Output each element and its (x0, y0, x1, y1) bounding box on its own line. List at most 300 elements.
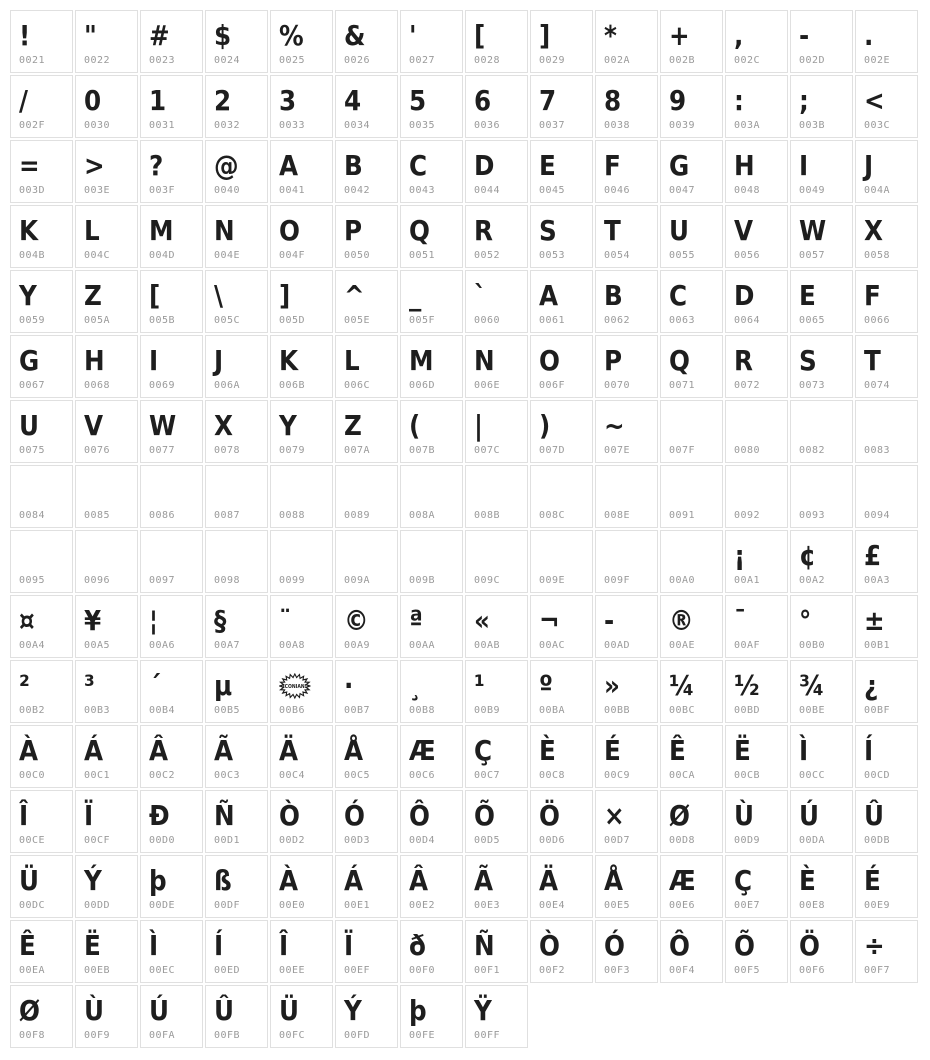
code-label: 00D0 (149, 835, 176, 846)
code-label: 00C7 (474, 770, 501, 781)
code-label: 007B (409, 445, 436, 456)
code-label: 004C (84, 250, 111, 261)
code-label: 0091 (669, 510, 696, 521)
glyph: O (539, 344, 560, 377)
glyph-cell (335, 790, 398, 853)
code-label: 00F6 (799, 965, 826, 976)
glyph-cell (205, 205, 268, 268)
glyph: C (669, 279, 688, 312)
glyph-cell (465, 725, 528, 788)
glyph: , (734, 19, 744, 52)
code-label: 0034 (344, 120, 371, 131)
glyph-cell (465, 660, 528, 723)
glyph-cell (140, 530, 203, 593)
code-label: 00E4 (539, 900, 566, 911)
glyph: H (734, 149, 755, 182)
code-label: 009A (344, 575, 371, 586)
glyph-cell (75, 75, 138, 138)
glyph: W (149, 409, 177, 442)
glyph-cell (75, 10, 138, 73)
glyph-cell (855, 270, 918, 333)
glyph-cell (205, 595, 268, 658)
code-label: 0028 (474, 55, 501, 66)
code-label: 00D8 (669, 835, 696, 846)
code-label: 00EB (84, 965, 111, 976)
glyph: Z (84, 279, 102, 312)
code-label: 005E (344, 315, 371, 326)
glyph-cell (530, 205, 593, 268)
code-label: 0053 (539, 250, 566, 261)
code-label: 00FA (149, 1030, 176, 1041)
glyph-cell (270, 920, 333, 983)
glyph (669, 408, 713, 444)
glyph-cell (465, 790, 528, 853)
glyph: K (19, 214, 39, 247)
code-label: 0052 (474, 250, 501, 261)
code-label: 006C (344, 380, 371, 391)
code-label: 0057 (799, 250, 826, 261)
glyph-cell (140, 660, 203, 723)
code-label: 00B9 (474, 705, 501, 716)
code-label: 00B1 (864, 640, 891, 651)
glyph-cell (530, 465, 593, 528)
glyph: Ñ (474, 929, 495, 962)
glyph: Û (864, 799, 885, 832)
glyph: Ñ (214, 799, 235, 832)
code-label: 0073 (799, 380, 826, 391)
glyph-cell (10, 725, 73, 788)
glyph: E (539, 149, 556, 182)
glyph-cell (335, 920, 398, 983)
code-label: 00F0 (409, 965, 436, 976)
glyph: X (214, 409, 234, 442)
code-label: 00B3 (84, 705, 111, 716)
glyph-cell (855, 10, 918, 73)
glyph-cell (660, 140, 723, 203)
glyph-cell (790, 400, 853, 463)
code-label: 00AE (669, 640, 696, 651)
glyph: - (799, 19, 810, 52)
glyph: Ù (84, 994, 105, 1027)
glyph: G (19, 344, 40, 377)
glyph-cell (400, 595, 463, 658)
glyph: ¬ (539, 604, 560, 637)
code-label: 00C4 (279, 770, 306, 781)
code-label: 009B (409, 575, 436, 586)
glyph: = (19, 149, 40, 182)
glyph (604, 473, 648, 509)
code-label: 00D6 (539, 835, 566, 846)
glyph-cell (790, 595, 853, 658)
glyph (149, 538, 193, 574)
code-label: 0056 (734, 250, 761, 261)
glyph-cell (660, 855, 723, 918)
code-label: 00F7 (864, 965, 891, 976)
code-label: 00CE (19, 835, 46, 846)
code-label: 00B8 (409, 705, 436, 716)
glyph-cell (595, 140, 658, 203)
glyph: Ô (669, 929, 690, 962)
glyph: Í (214, 929, 224, 962)
glyph-cell (335, 660, 398, 723)
code-label: 003C (864, 120, 891, 131)
glyph-cell (270, 855, 333, 918)
glyph-cell (790, 920, 853, 983)
glyph-cell (725, 205, 788, 268)
glyph: Ë (734, 734, 751, 767)
code-label: 00FB (214, 1030, 241, 1041)
glyph (214, 473, 258, 509)
code-label: 005A (84, 315, 111, 326)
code-label: 00CC (799, 770, 826, 781)
code-label: 007D (539, 445, 566, 456)
glyph-cell (10, 790, 73, 853)
glyph: Ã (214, 734, 234, 767)
glyph: 6 (474, 84, 492, 117)
glyph-cell (335, 205, 398, 268)
glyph (669, 473, 713, 509)
code-label: 00B6 (279, 705, 306, 716)
glyph-cell (270, 75, 333, 138)
glyph-cell (725, 595, 788, 658)
code-label: 00AA (409, 640, 436, 651)
glyph-cell (270, 140, 333, 203)
glyph-cell (725, 660, 788, 723)
code-label: 0064 (734, 315, 761, 326)
glyph-cell (400, 335, 463, 398)
glyph-cell (530, 335, 593, 398)
glyph: F (604, 149, 621, 182)
code-label: 00F4 (669, 965, 696, 976)
glyph (539, 538, 583, 574)
glyph: Å (604, 864, 624, 897)
glyph (344, 538, 388, 574)
code-label: 00A3 (864, 575, 891, 586)
glyph: Q (409, 214, 430, 247)
code-label: 0068 (84, 380, 111, 391)
glyph-cell (530, 855, 593, 918)
glyph-cell (270, 725, 333, 788)
glyph (734, 473, 778, 509)
glyph: < (864, 84, 885, 117)
glyph-cell (140, 465, 203, 528)
code-label: 00DD (84, 900, 111, 911)
code-label: 0033 (279, 120, 306, 131)
code-label: 004B (19, 250, 46, 261)
glyph-cell (140, 725, 203, 788)
glyph: Ç (734, 864, 753, 897)
glyph-cell (75, 270, 138, 333)
code-label: 00A6 (149, 640, 176, 651)
glyph: ] (279, 279, 291, 312)
glyph: Î (19, 799, 29, 832)
code-label: 003B (799, 120, 826, 131)
glyph-cell (400, 985, 463, 1048)
glyph: [ (474, 19, 486, 52)
glyph: Q (669, 344, 690, 377)
glyph-cell (140, 790, 203, 853)
code-label: 0099 (279, 575, 306, 586)
code-label: 00D5 (474, 835, 501, 846)
code-label: 0044 (474, 185, 501, 196)
glyph-cell (10, 465, 73, 528)
code-label: 00BE (799, 705, 826, 716)
glyph: C (409, 149, 428, 182)
code-label: 0029 (539, 55, 566, 66)
glyph: ´ (149, 669, 162, 702)
glyph: I (799, 149, 809, 182)
code-label: 0050 (344, 250, 371, 261)
glyph-cell (660, 270, 723, 333)
code-label: 004A (864, 185, 891, 196)
code-label: 00E5 (604, 900, 631, 911)
glyph-cell (75, 335, 138, 398)
glyph-cell (790, 140, 853, 203)
glyph-cell (790, 205, 853, 268)
glyph-cell (660, 920, 723, 983)
code-label: 00BC (669, 705, 696, 716)
code-label: 004D (149, 250, 176, 261)
glyph-cell (660, 335, 723, 398)
glyph-cell (400, 530, 463, 593)
glyph: Ý (84, 864, 102, 897)
code-label: 0077 (149, 445, 176, 456)
glyph: ( (409, 409, 421, 442)
code-label: 008C (539, 510, 566, 521)
glyph-cell (75, 855, 138, 918)
glyph-cell (530, 660, 593, 723)
glyph-cell (530, 920, 593, 983)
glyph: Ø (669, 799, 690, 832)
code-label: 0062 (604, 315, 631, 326)
glyph: > (84, 149, 105, 182)
glyph: I (149, 344, 159, 377)
code-label: 00CF (84, 835, 111, 846)
glyph-cell (140, 140, 203, 203)
glyph (799, 473, 843, 509)
glyph: H (84, 344, 105, 377)
glyph-cell (660, 75, 723, 138)
glyph: | (474, 409, 484, 442)
glyph-cell (335, 725, 398, 788)
glyph-cell (660, 205, 723, 268)
code-label: 0042 (344, 185, 371, 196)
glyph (84, 538, 128, 574)
code-label: 00E1 (344, 900, 371, 911)
glyph: È (539, 734, 556, 767)
glyph-cell (530, 790, 593, 853)
glyph-cell (530, 10, 593, 73)
glyph: # (149, 19, 170, 52)
code-label: 0097 (149, 575, 176, 586)
code-label: 0079 (279, 445, 306, 456)
glyph: A (279, 149, 299, 182)
code-label: 00C2 (149, 770, 176, 781)
code-label: 00E2 (409, 900, 436, 911)
glyph-cell (335, 465, 398, 528)
code-label: 006E (474, 380, 501, 391)
code-label: 0048 (734, 185, 761, 196)
glyph: V (734, 214, 754, 247)
glyph: ¿ (864, 669, 879, 702)
glyph: É (864, 864, 881, 897)
glyph: Ú (149, 994, 170, 1027)
code-label: 008A (409, 510, 436, 521)
code-label: 00DC (19, 900, 46, 911)
glyph: Ò (279, 799, 300, 832)
code-label: 0063 (669, 315, 696, 326)
code-label: 00CA (669, 770, 696, 781)
glyph-cell (335, 270, 398, 333)
code-label: 0021 (19, 55, 46, 66)
code-label: 0049 (799, 185, 826, 196)
glyph-cell (10, 985, 73, 1048)
glyph: Ã (474, 864, 494, 897)
glyph: £ (864, 539, 882, 572)
code-label: 00EA (19, 965, 46, 976)
glyph: ¹ (474, 669, 485, 702)
code-label: 00E9 (864, 900, 891, 911)
code-label: 0074 (864, 380, 891, 391)
code-label: 00A0 (669, 575, 696, 586)
code-label: 00BD (734, 705, 761, 716)
code-label: 0071 (669, 380, 696, 391)
code-label: 00EE (279, 965, 306, 976)
glyph: Ì (799, 734, 809, 767)
code-label: 007C (474, 445, 501, 456)
glyph-cell (595, 530, 658, 593)
glyph: Ó (604, 929, 625, 962)
glyph-cell (725, 10, 788, 73)
glyph (864, 473, 908, 509)
glyph-cell (790, 75, 853, 138)
glyph: Ä (279, 734, 299, 767)
glyph-cell (465, 10, 528, 73)
glyph: þ (149, 864, 167, 897)
glyph-cell (400, 790, 463, 853)
glyph-cell (75, 140, 138, 203)
glyph: B (344, 149, 363, 182)
glyph-cell (465, 205, 528, 268)
code-label: 0087 (214, 510, 241, 521)
code-label: 00BF (864, 705, 891, 716)
code-label: 0043 (409, 185, 436, 196)
glyph-cell (790, 270, 853, 333)
glyph: _ (409, 279, 422, 312)
code-label: 004F (279, 250, 306, 261)
code-label: 00A9 (344, 640, 371, 651)
code-label: 0024 (214, 55, 241, 66)
glyph: L (84, 214, 100, 247)
code-label: 0067 (19, 380, 46, 391)
code-label: 00AF (734, 640, 761, 651)
glyph: 2 (214, 84, 232, 117)
glyph: Ü (19, 864, 40, 897)
code-label: 006F (539, 380, 566, 391)
code-label: 0036 (474, 120, 501, 131)
code-label: 002B (669, 55, 696, 66)
code-label: 00D7 (604, 835, 631, 846)
glyph: P (344, 214, 363, 247)
code-label: 00C9 (604, 770, 631, 781)
code-label: 002A (604, 55, 631, 66)
glyph-cell (205, 920, 268, 983)
code-label: 0022 (84, 55, 111, 66)
glyph-cell (400, 920, 463, 983)
glyph-cell (400, 270, 463, 333)
code-label: 0059 (19, 315, 46, 326)
glyph: Å (344, 734, 364, 767)
code-label: 0041 (279, 185, 306, 196)
glyph-cell (75, 595, 138, 658)
code-label: 0066 (864, 315, 891, 326)
code-label: 0054 (604, 250, 631, 261)
code-label: 007E (604, 445, 631, 456)
code-label: 0084 (19, 510, 46, 521)
glyph-cell (10, 75, 73, 138)
code-label: 0082 (799, 445, 826, 456)
code-label: 0031 (149, 120, 176, 131)
code-label: 00DF (214, 900, 241, 911)
code-label: 00D3 (344, 835, 371, 846)
glyph-cell (855, 335, 918, 398)
glyph: µ (214, 669, 233, 702)
glyph-cell (335, 75, 398, 138)
glyph: Ä (539, 864, 559, 897)
glyph-cell (790, 725, 853, 788)
glyph: 7 (539, 84, 557, 117)
code-label: 003A (734, 120, 761, 131)
glyph-cell (10, 270, 73, 333)
code-label: 007A (344, 445, 371, 456)
glyph-cell (205, 985, 268, 1048)
glyph: Û (214, 994, 235, 1027)
glyph: $ (214, 19, 232, 52)
code-label: 002F (19, 120, 46, 131)
glyph-cell (400, 725, 463, 788)
code-label: 00A1 (734, 575, 761, 586)
glyph: W (799, 214, 827, 247)
glyph: ² (19, 669, 30, 702)
code-label: 00FF (474, 1030, 501, 1041)
glyph-cell (140, 205, 203, 268)
glyph-cell (140, 920, 203, 983)
glyph-cell (725, 335, 788, 398)
glyph: þ (409, 994, 427, 1027)
glyph-cell (140, 400, 203, 463)
code-label: 00F1 (474, 965, 501, 976)
glyph (84, 473, 128, 509)
code-label: 00A2 (799, 575, 826, 586)
code-label: 009E (539, 575, 566, 586)
glyph: Ù (734, 799, 755, 832)
glyph: J (214, 344, 224, 377)
glyph-cell (660, 400, 723, 463)
glyph: T (604, 214, 621, 247)
glyph (214, 538, 258, 574)
glyph: ÷ (864, 929, 885, 962)
code-label: 00B5 (214, 705, 241, 716)
code-label: 00ED (214, 965, 241, 976)
glyph-cell (335, 985, 398, 1048)
glyph: T (864, 344, 881, 377)
glyph: \ (214, 279, 224, 312)
code-label: 006A (214, 380, 241, 391)
code-label: 00F5 (734, 965, 761, 976)
code-label: 0085 (84, 510, 111, 521)
code-label: 0078 (214, 445, 241, 456)
code-label: 00D1 (214, 835, 241, 846)
